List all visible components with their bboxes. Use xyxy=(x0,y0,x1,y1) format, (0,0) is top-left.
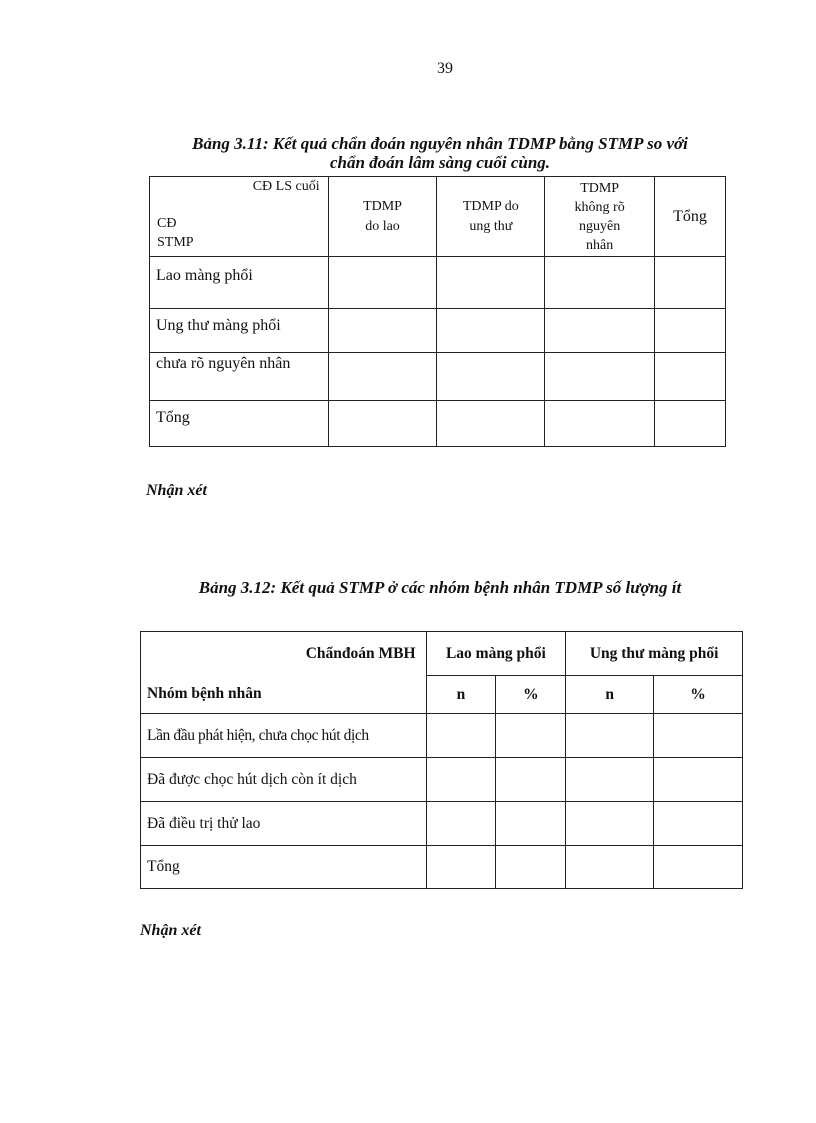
table2-cell xyxy=(654,714,743,758)
table1-row xyxy=(150,309,726,353)
table1-col2-line2: ung thư xyxy=(469,218,513,234)
table2-cell xyxy=(566,758,654,802)
table2-subheader-row xyxy=(141,676,743,714)
table1-cell xyxy=(437,309,545,353)
table2-row xyxy=(141,758,743,802)
table2-cell xyxy=(496,846,566,889)
table2-group-ungthu: Ung thư màng phổi xyxy=(566,632,743,676)
table2-n-label: n xyxy=(566,676,654,714)
table1-cell xyxy=(655,353,726,401)
page-number: 39 xyxy=(437,60,453,77)
table1-corner-bottom-2: STMP xyxy=(157,235,194,250)
table1-cell xyxy=(328,257,437,309)
table1-row xyxy=(150,401,726,447)
table2-cell xyxy=(566,802,654,846)
table1-cell xyxy=(328,353,437,401)
table2-cell xyxy=(426,802,496,846)
table2-group-lao: Lao màng phổi xyxy=(426,632,566,676)
table1-col3-line3: nguyên xyxy=(579,218,621,234)
table2-row-label: Tổng xyxy=(141,846,427,889)
table1-row-label: chưa rõ nguyên nhân xyxy=(150,353,329,401)
table2-cell xyxy=(426,714,496,758)
table1-header-row xyxy=(150,177,726,257)
table1-col-tdmp-khongro xyxy=(545,177,655,257)
table1-col2-line1: TDMP do xyxy=(462,198,519,214)
table1-cell xyxy=(655,257,726,309)
table1-col-tdmp-lao xyxy=(328,177,437,257)
table1-corner-bottom xyxy=(157,214,194,252)
table1-cell xyxy=(655,309,726,353)
table1-col1-line2: do lao xyxy=(365,218,400,234)
table1-corner-bottom-1: CĐ xyxy=(157,216,177,231)
table1-cell xyxy=(328,309,437,353)
table2-cell xyxy=(566,714,654,758)
table1-cell xyxy=(437,257,545,309)
table1-corner-top: CĐ LS cuối xyxy=(252,179,320,194)
table1-cell xyxy=(545,353,655,401)
table1-col3-line1: TDMP xyxy=(580,180,620,196)
table2-cell xyxy=(566,846,654,889)
table1-row-label: Lao màng phổi xyxy=(150,257,329,309)
table1-cell xyxy=(437,353,545,401)
table2-row-label: Đã điều trị thử lao xyxy=(141,802,427,846)
table2-caption: Bảng 3.12: Kết quả STMP ở các nhóm bệnh nhân TDMP số lượng ít xyxy=(198,578,682,597)
table1-col-tong: Tổng xyxy=(655,177,726,257)
table2-cell xyxy=(654,758,743,802)
table1-row xyxy=(150,353,726,401)
table1-caption xyxy=(120,134,760,172)
table2-pct-label: % xyxy=(496,676,566,714)
table2-cell xyxy=(654,802,743,846)
table1-col1-line1: TDMP xyxy=(363,198,402,214)
table2-cell xyxy=(496,714,566,758)
table1-cell xyxy=(437,401,545,447)
table1-cell xyxy=(655,401,726,447)
table2-row xyxy=(141,802,743,846)
table1-corner-cell xyxy=(150,177,329,257)
table1-cell xyxy=(545,401,655,447)
table1-col-tdmp-ungthu xyxy=(437,177,545,257)
table2-cell xyxy=(654,846,743,889)
table2-row-label: Đã được chọc hút dịch còn ít dịch xyxy=(141,758,427,802)
table1-caption-line2: chẩn đoán lâm sàng cuối cùng. xyxy=(329,153,551,172)
table2-cell xyxy=(496,758,566,802)
table2-corner-top: Chẩnđoán MBH xyxy=(141,632,427,676)
table2-row xyxy=(141,714,743,758)
table1-cell xyxy=(545,309,655,353)
table1 xyxy=(149,176,726,447)
table2-n-label: n xyxy=(426,676,496,714)
table1-cell xyxy=(328,401,437,447)
table1-col3-line4: nhân xyxy=(586,237,614,253)
table1-caption-line1: Bảng 3.11: Kết quả chẩn đoán nguyên nhân TDMP bằng STMP so với xyxy=(192,134,688,153)
table2-corner-bottom: Nhóm bệnh nhân xyxy=(141,676,427,714)
table1-row-label: Tổng xyxy=(150,401,329,447)
table2-row xyxy=(141,846,743,889)
table2 xyxy=(140,631,743,889)
table2-header-row xyxy=(141,632,743,676)
table2-cell xyxy=(496,802,566,846)
table1-row xyxy=(150,257,726,309)
table1-col3-line2: không rõ xyxy=(574,199,625,215)
table2-cell xyxy=(426,758,496,802)
table2-row-label: Lần đầu phát hiện, chưa chọc hút dịch xyxy=(141,714,427,758)
table2-pct-label: % xyxy=(654,676,743,714)
table1-row-label: Ung thư màng phổi xyxy=(150,309,329,353)
note2-heading: Nhận xét xyxy=(140,922,201,939)
table2-cell xyxy=(426,846,496,889)
note1-heading: Nhận xét xyxy=(146,482,207,499)
table1-cell xyxy=(545,257,655,309)
